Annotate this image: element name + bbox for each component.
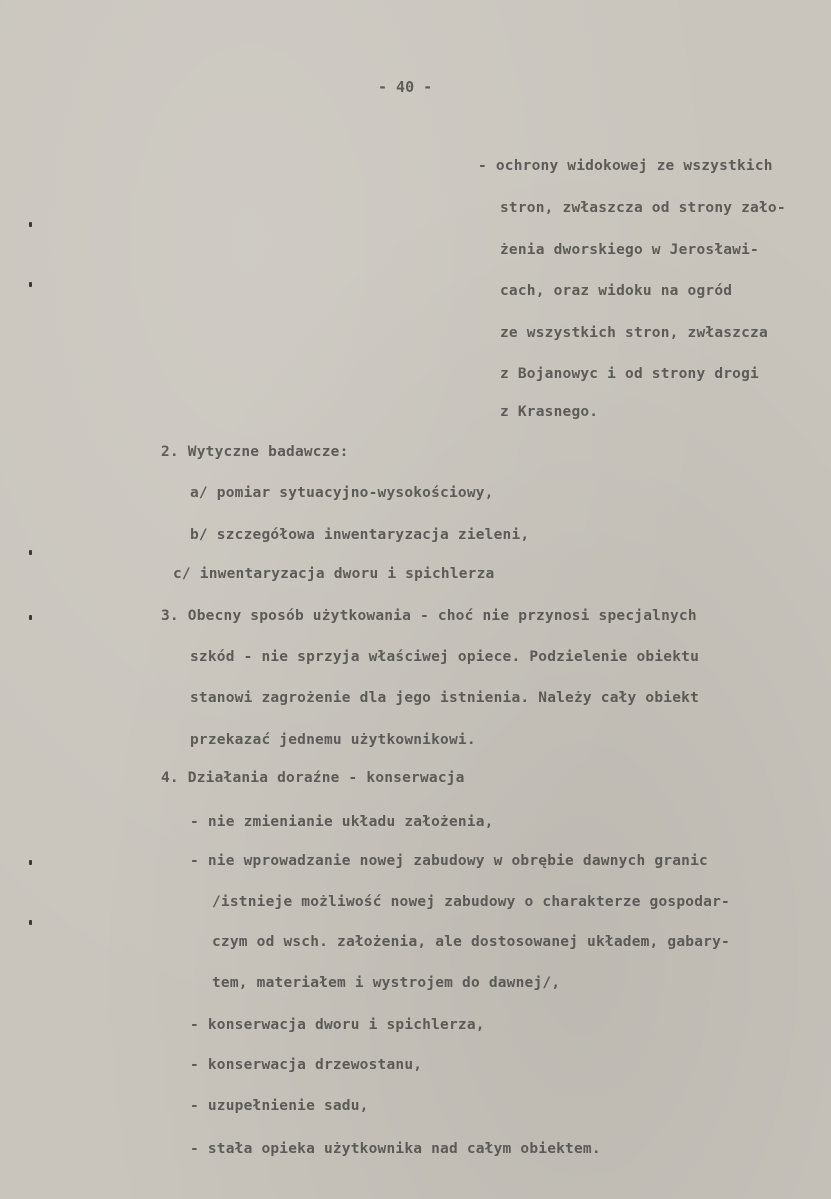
section-heading: 4. Działania doraźne - konserwacja bbox=[161, 770, 465, 786]
list-item: - uzupełnienie sadu, bbox=[190, 1098, 369, 1114]
text-line: - ochrony widokowej ze wszystkich bbox=[478, 158, 773, 174]
list-item: c/ inwentaryzacja dworu i spichlerza bbox=[173, 566, 495, 582]
list-item: - konserwacja dworu i spichlerza, bbox=[190, 1017, 485, 1033]
text-line: żenia dworskiego w Jerosławi- bbox=[500, 242, 759, 258]
section-heading: 2. Wytyczne badawcze: bbox=[161, 444, 349, 460]
page-number: - 40 - bbox=[378, 78, 433, 96]
text-line: stron, zwłaszcza od strony zało- bbox=[500, 200, 786, 216]
binding-mark bbox=[29, 615, 32, 620]
text-line: 3. Obecny sposób użytkowania - choć nie przynosi specjalnych bbox=[161, 608, 697, 624]
text-line: ze wszystkich stron, zwłaszcza bbox=[500, 325, 768, 341]
list-item: - nie wprowadzanie nowej zabudowy w obrębie dawnych granic bbox=[190, 853, 708, 869]
list-item: a/ pomiar sytuacyjno-wysokościowy, bbox=[190, 485, 494, 501]
text-line: czym od wsch. założenia, ale dostosowanej układem, gabary- bbox=[212, 934, 730, 950]
binding-mark bbox=[29, 282, 32, 287]
binding-mark bbox=[29, 222, 32, 227]
binding-mark bbox=[29, 860, 32, 865]
list-item: - nie zmienianie układu założenia, bbox=[190, 814, 494, 830]
binding-mark bbox=[29, 550, 32, 555]
text-line: z Krasnego. bbox=[500, 404, 599, 420]
list-item: b/ szczegółowa inwentaryzacja zieleni, bbox=[190, 527, 530, 543]
text-line: tem, materiałem i wystrojem do dawnej/, bbox=[212, 975, 561, 991]
text-line: stanowi zagrożenie dla jego istnienia. Należy cały obiekt bbox=[190, 690, 699, 706]
binding-mark bbox=[29, 920, 32, 925]
list-item: - stała opieka użytkownika nad całym obiektem. bbox=[190, 1141, 601, 1157]
text-line: z Bojanowyc i od strony drogi bbox=[500, 366, 759, 382]
list-item: - konserwacja drzewostanu, bbox=[190, 1057, 423, 1073]
text-line: przekazać jednemu użytkownikowi. bbox=[190, 732, 476, 748]
text-line: szkód - nie sprzyja właściwej opiece. Podzielenie obiektu bbox=[190, 649, 699, 665]
text-line: /istnieje możliwość nowej zabudowy o charakterze gospodar- bbox=[212, 894, 730, 910]
text-line: cach, oraz widoku na ogród bbox=[500, 283, 733, 299]
